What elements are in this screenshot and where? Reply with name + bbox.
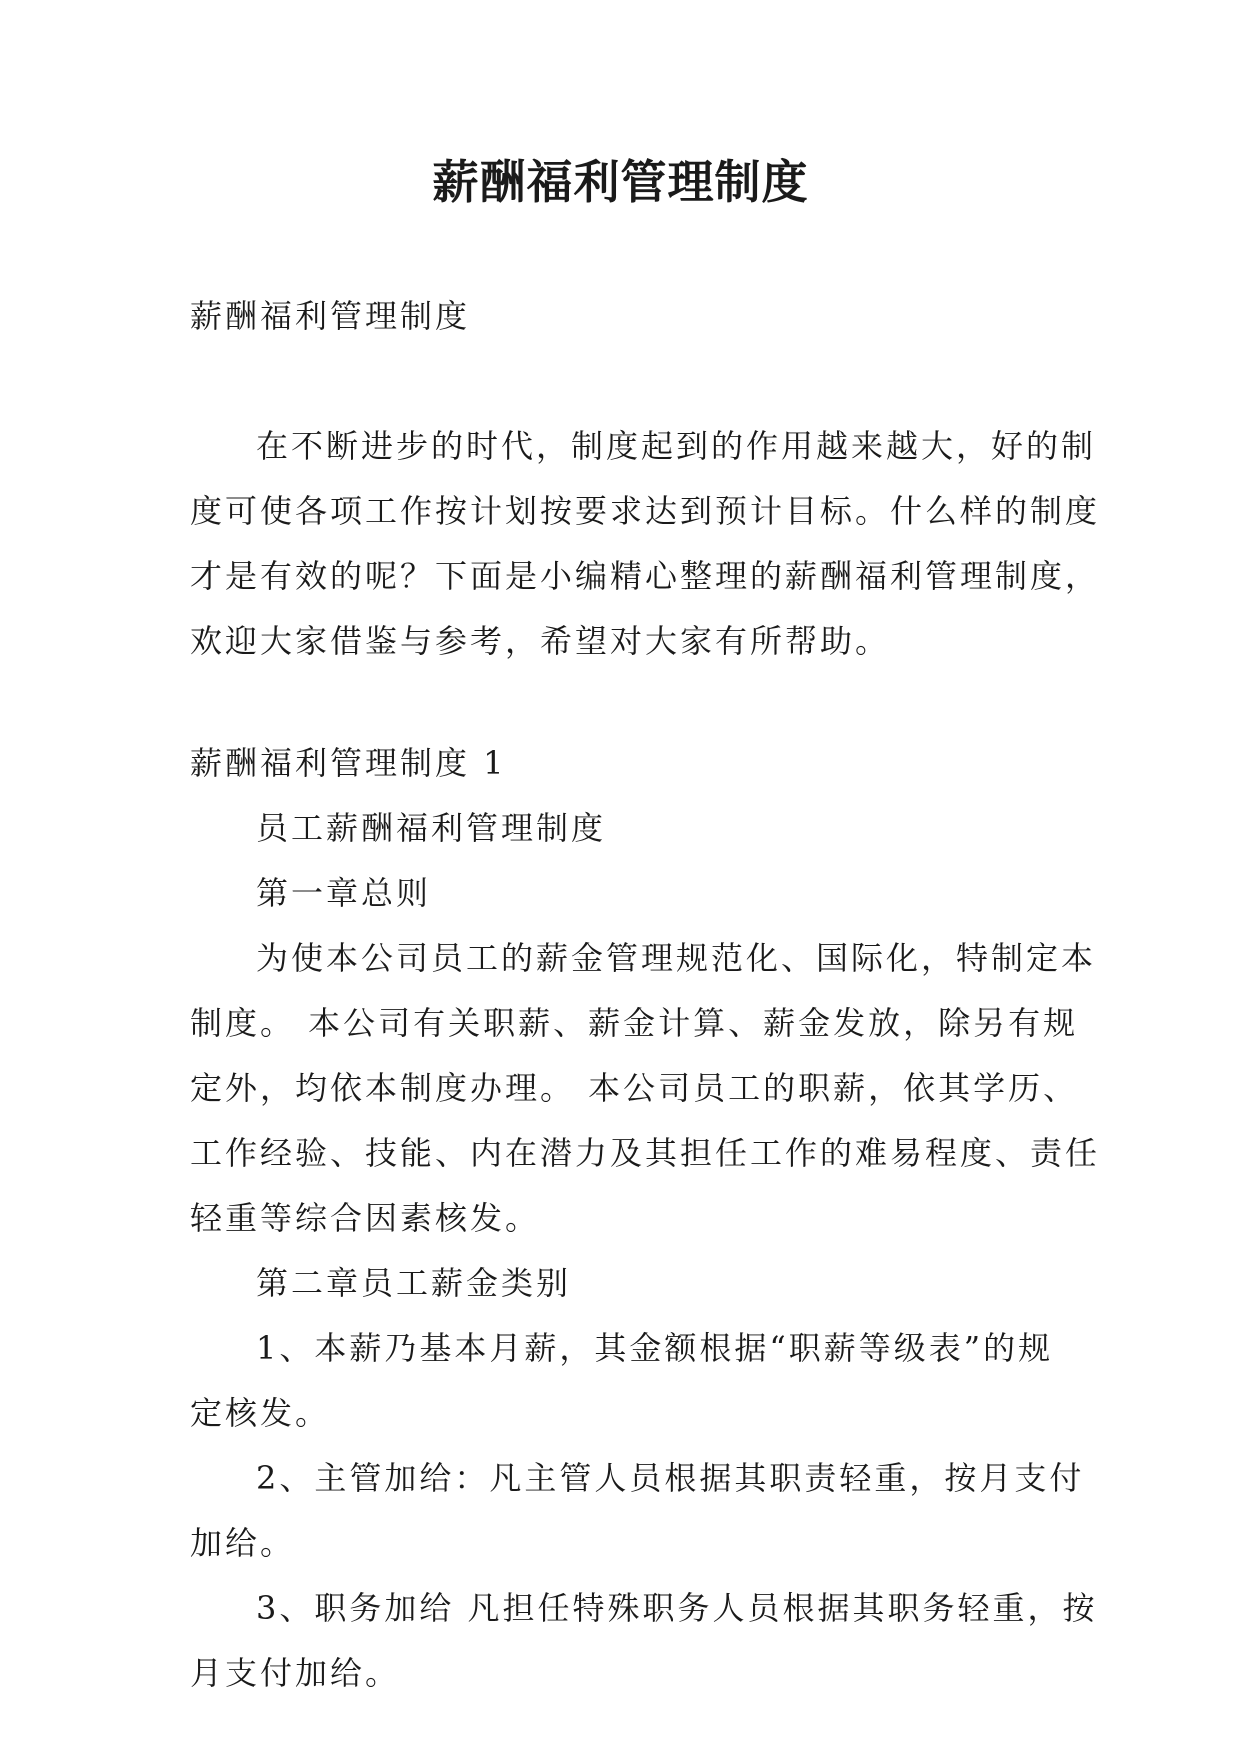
paragraph-line: 为使本公司员工的薪金管理规范化、国际化，特制定本 <box>256 939 1097 977</box>
list-item-line: 定核发。 <box>190 1394 331 1432</box>
doc-name: 员工薪酬福利管理制度 <box>256 809 607 847</box>
list-item-line: 3、职务加给 凡担任特殊职务人员根据其职务轻重，按 <box>256 1589 1098 1627</box>
intro-line: 在不断进步的时代，制度起到的作用越来越大，好的制 <box>256 427 1097 465</box>
intro-line: 才是有效的呢？下面是小编精心整理的薪酬福利管理制度， <box>190 557 1101 595</box>
intro-line: 欢迎大家借鉴与参考，希望对大家有所帮助。 <box>190 622 891 660</box>
paragraph-line: 定外，均依本制度办理。 本公司员工的职薪，依其学历、 <box>190 1069 1079 1107</box>
document-title: 薪酬福利管理制度 <box>432 155 809 209</box>
list-item-line: 2、主管加给：凡主管人员根据其职责轻重，按月支付 <box>256 1459 1085 1497</box>
paragraph-line: 轻重等综合因素核发。 <box>190 1199 541 1237</box>
subtitle: 薪酬福利管理制度 <box>190 297 471 335</box>
spacer <box>190 349 1058 414</box>
chapter-heading: 第二章员工薪金类别 <box>256 1264 572 1302</box>
list-item-line: 月支付加给。 <box>190 1654 401 1692</box>
section-heading: 薪酬福利管理制度 1 <box>190 744 507 782</box>
paragraph-line: 制度。 本公司有关职薪、薪金计算、薪金发放，除另有规 <box>190 1004 1079 1042</box>
spacer <box>190 674 1058 731</box>
paragraph-line: 工作经验、技能、内在潜力及其担任工作的难易程度、责任 <box>190 1134 1101 1172</box>
intro-line: 度可使各项工作按计划按要求达到预计目标。什么样的制度 <box>190 492 1101 530</box>
chapter-heading: 第一章总则 <box>256 874 432 912</box>
list-item-line: 加给。 <box>190 1524 296 1562</box>
document-body <box>190 284 1101 1706</box>
list-item-line: 1、本薪乃基本月薪，其金额根据“职薪等级表”的规 <box>256 1329 1054 1367</box>
